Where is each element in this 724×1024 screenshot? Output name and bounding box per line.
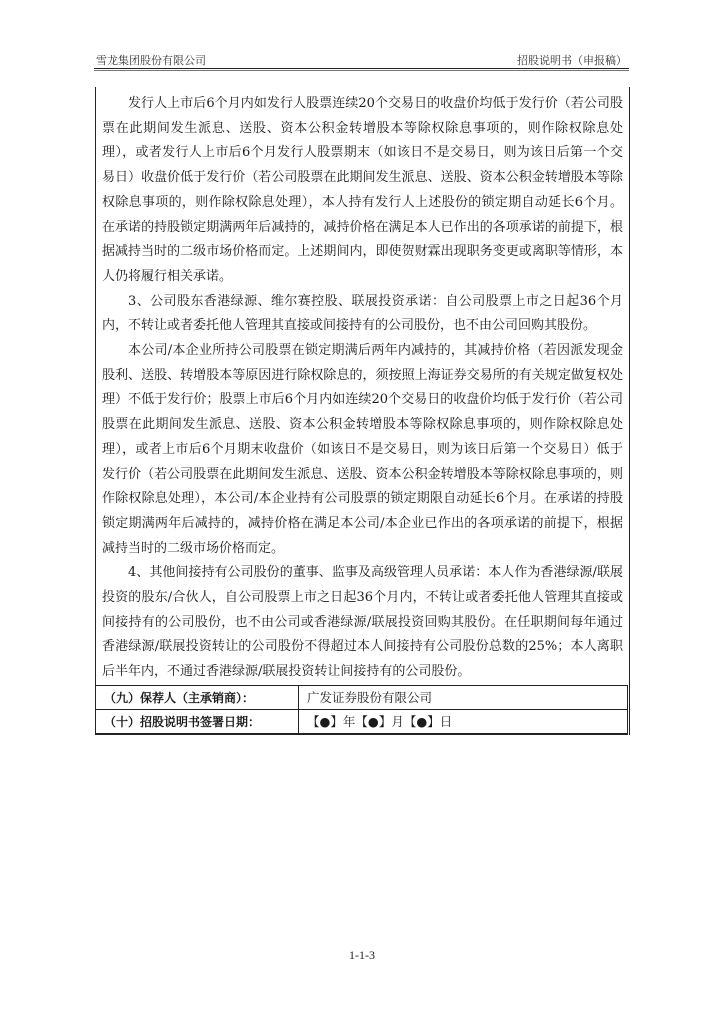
table-row bbox=[96, 685, 628, 709]
body-text bbox=[96, 87, 629, 685]
paragraph-lockup-extension: 发行人上市后6个月内如发行人股票连续20个交易日的收盘价均低于发行价（若公司股票在此期间发生派息、送股、资本公积金转增股本等除权除息事项的，则作除权除息处理），或者发行人上市后6个月发行人股票期末（如该日不是交易日，则为该日后第一个交易日）收盘价低于发行价（若公司股票在此期间发生派息、送股、资本公积金转增股本等除权除息事项的，则作除权除息处理），本人持有发行人上述股份的锁定期自动延长6个月。在承诺的持股锁定期满两年后减持的，减持价格在满足本人已作出的各项承诺的前提下，根据减持当时的二级市场价格而定。上述期间内，即使贺财霖出现职务变更或离职等情形，本人仍将履行相关承诺。 bbox=[102, 96, 623, 284]
table-row bbox=[96, 709, 628, 734]
signing-date-value: 【●】年【●】月【●】日 bbox=[299, 709, 628, 734]
header-rule-thin bbox=[94, 70, 629, 71]
sponsor-label: （九）保荐人（主承销商）： bbox=[96, 685, 299, 709]
paragraph-indirect-holders: 4、其他间接持有公司股份的董事、监事及高级管理人员承诺：本人作为香港绿源/联展投资的股东/合伙人，自公司股票上市之日起36个月内，不转让或者委托他人管理其直接或间接持有的公司股份，也不由公司或香港绿源/联展投资回购其股份。在任职期间每年通过香港绿源/联展投资转让的公司股份不得超过本人间接持有公司股份总数的25%；本人离职后半年内，不通过香港绿源/联展投资转让间接持有的公司股份。 bbox=[102, 565, 623, 680]
signing-date-label: （十）招股说明书签署日期： bbox=[96, 709, 299, 734]
header-rule bbox=[94, 68, 629, 69]
paragraph-reduction-price: 本公司/本企业所持公司股票在锁定期满后两年内减持的，其减持价格（若因派发现金股利、送股、转增股本等原因进行除权除息的，须按照上海证券交易所的有关规定做复权处理）不低于发行价；股票上市后6个月内如连续20个交易日的收盘价均低于发行价（若公司股票在此期间发生派息、送股、资本公积金转增股本等除权除息事项的，则作除权除息处理），或者上市后6个月期末收盘价（如该日不是交易日，则为该日后第一个交易日）低于发行价（若公司股票在此期间发生派息、送股、资本公积金转增股本等除权除息事项的，则作除权除息处理），本公司/本企业持有公司股票的锁定期限自动延长6个月。在承诺的持股锁定期满两年后减持的，减持价格在满足本公司/本企业已作出的各项承诺的前提下，根据减持当时的二级市场价格而定。 bbox=[102, 343, 623, 556]
content-box bbox=[95, 87, 630, 735]
header-document-title: 招股说明书（申报稿） bbox=[517, 54, 627, 67]
page-number: 1-1-3 bbox=[349, 948, 375, 962]
offering-info-table bbox=[95, 685, 628, 735]
page-header bbox=[94, 50, 629, 70]
sponsor-value: 广发证券股份有限公司 bbox=[299, 685, 628, 709]
header-company-name: 雪龙集团股份有限公司 bbox=[96, 54, 206, 67]
paragraph-shareholder-commitment: 3、公司股东香港绿源、维尔赛控股、联展投资承诺：自公司股票上市之日起36个月内，不转让或者委托他人管理其直接或间接持有的公司股份，也不由公司回购其股份。 bbox=[102, 293, 623, 334]
